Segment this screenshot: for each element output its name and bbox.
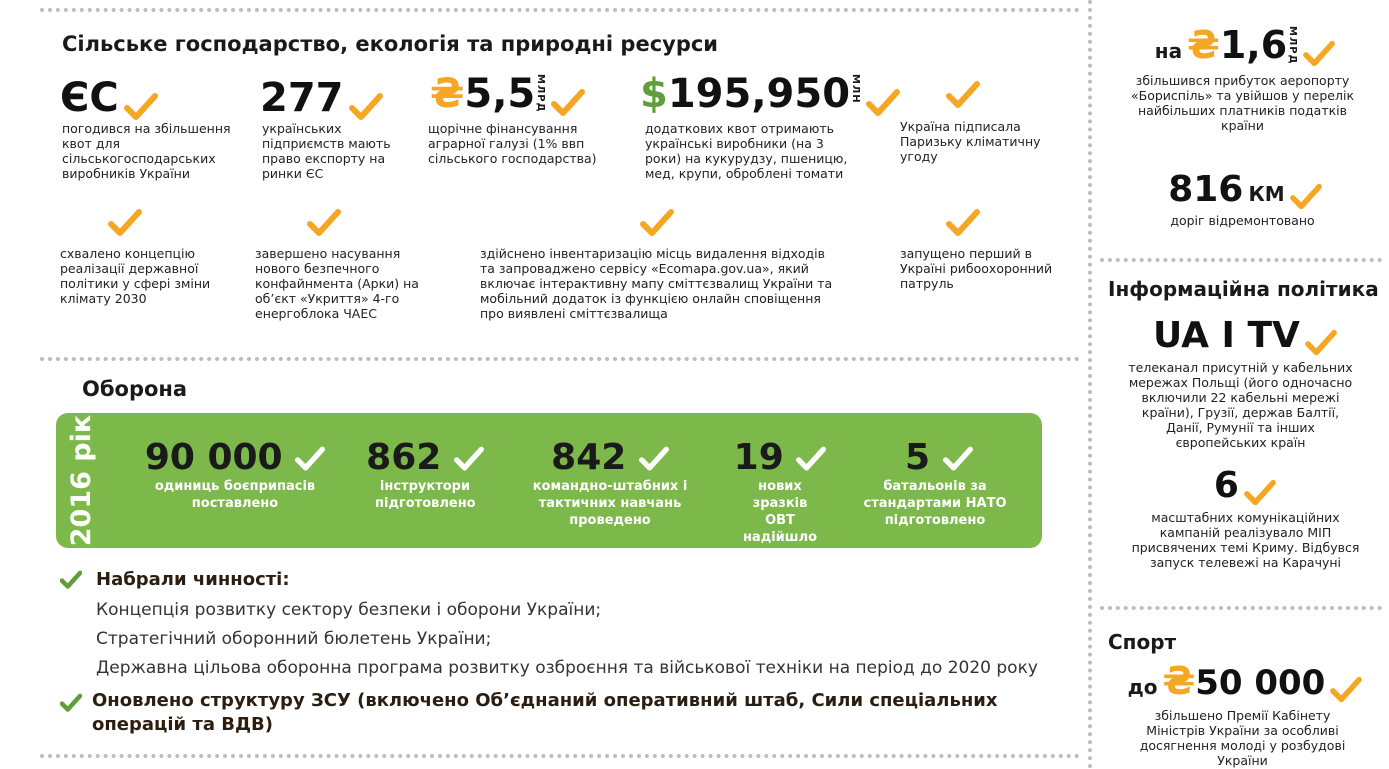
agri-item-desc: запущено перший в Україні рибоохоронний патруль bbox=[900, 246, 1053, 291]
check-icon bbox=[1303, 40, 1335, 68]
agri-stat-unit: МЛН bbox=[850, 74, 862, 104]
hryvnia-icon: ₴ bbox=[1187, 23, 1220, 67]
hryvnia-icon: ₴ bbox=[1162, 659, 1196, 703]
agri-stat-desc: українських підприємств мають право експорту на ринки ЄС bbox=[262, 121, 391, 181]
defense-stat bbox=[860, 437, 1010, 529]
defense-stat-value: 5 bbox=[905, 437, 931, 478]
agri-stat-desc: додаткових квот отримають українські виробники (на 3 роки) на кукурудзу, пшеницю, мед, крупи, оброблені томати bbox=[645, 121, 848, 181]
check-icon bbox=[946, 208, 980, 238]
defense-stat-label: інструктори підготовлено bbox=[375, 479, 476, 511]
airport-unit: МЛРД bbox=[1287, 26, 1299, 65]
check-icon bbox=[1305, 329, 1337, 357]
check-icon bbox=[946, 80, 980, 110]
check-icon bbox=[60, 693, 82, 713]
check-icon bbox=[639, 445, 669, 473]
column-divider bbox=[1088, 0, 1092, 769]
agri-stat-desc: Україна підписала Паризьку кліматичну угоду bbox=[900, 119, 1041, 164]
check-icon bbox=[1330, 676, 1362, 704]
section-divider bbox=[40, 357, 1080, 361]
defense-stat-value: 862 bbox=[366, 437, 442, 478]
check-icon bbox=[454, 445, 484, 473]
defense-stat-label: батальонів за стандартами НАТО підготовлено bbox=[863, 479, 1007, 528]
check-icon bbox=[108, 208, 142, 238]
entered-force-title: Набрали чинності: bbox=[96, 569, 290, 590]
uatv-desc: телеканал присутній у кабельних мережах Польщі (його одночасно включили 22 кабельні мережі країни), Грузії, держав Балтії, Данії, Румунії та інших європейських країн bbox=[1128, 360, 1353, 450]
sport-value: 50 000 bbox=[1195, 663, 1326, 703]
agri-stat-funding bbox=[430, 71, 585, 118]
check-icon bbox=[866, 88, 900, 118]
agri-title: Сільське господарство, екологія та природні ресурси bbox=[62, 32, 719, 56]
check-icon bbox=[349, 92, 383, 122]
defense-stat bbox=[140, 437, 330, 512]
agri-stat-desc: погодився на збільшення квот для сільськогосподарських виробників України bbox=[62, 121, 231, 181]
top-divider bbox=[40, 8, 1080, 12]
roads-value: 816 bbox=[1168, 169, 1244, 210]
entered-force-item: Стратегічний оборонний бюлетень України; bbox=[96, 629, 492, 649]
check-icon bbox=[640, 208, 674, 238]
uatv-stat bbox=[1100, 315, 1389, 357]
right-divider-2 bbox=[1100, 606, 1382, 610]
zsu-updated: Оновлено структуру ЗСУ (включено Об’єднаний оперативний штаб, Сили спеціальних операцій та ВДВ) bbox=[92, 690, 998, 735]
airport-value: 1,6 bbox=[1219, 23, 1288, 67]
agri-stat-value: 195,950 bbox=[667, 71, 851, 117]
hryvnia-icon: ₴ bbox=[430, 71, 465, 117]
roads-unit: КМ bbox=[1248, 182, 1285, 206]
dollar-icon: $ bbox=[640, 71, 668, 117]
defense-stat bbox=[530, 437, 690, 529]
defense-stat-value: 19 bbox=[733, 437, 784, 478]
defense-stat-label: командно-штабних і тактичних навчань проведено bbox=[532, 479, 688, 528]
check-icon bbox=[796, 445, 826, 473]
sport-title: Спорт bbox=[1108, 630, 1177, 654]
check-icon bbox=[124, 92, 158, 122]
agri-item-desc: завершено насування нового безпечного конфайнмента (Арки) на об’єкт «Укриття» 4-го енергоблока ЧАЕС bbox=[255, 246, 419, 321]
agri-stat-quotas bbox=[640, 71, 900, 118]
agri-item-desc: здійснено інвентаризацію місць видалення відходів та запроваджено сервісу «Ecomapa.gov.ua», який включає інтерактивну мапу сміттєзвалищ України та мобільний додаток із функцією онлайн сповіщення про виявлені сміттєзвалища bbox=[480, 246, 833, 321]
check-icon bbox=[295, 445, 325, 473]
check-icon bbox=[1244, 479, 1276, 507]
airport-desc: збільшився прибуток аеропорту «Бориспіль» та увійшов у перелік найбільших платників податків країни bbox=[1131, 73, 1354, 133]
defense-title: Оборона bbox=[82, 377, 188, 401]
entered-force-item: Державна цільова оборонна програма розвитку озброєння та військової техніки на період до 2020 року bbox=[96, 658, 1038, 678]
sport-stat bbox=[1100, 659, 1389, 704]
bottom-divider bbox=[40, 754, 1080, 758]
check-icon bbox=[943, 445, 973, 473]
defense-stat-label: нових зразків ОВТ надійшло bbox=[742, 479, 818, 545]
airport-prefix: на bbox=[1154, 39, 1183, 63]
info-policy-title: Інформаційна політика bbox=[1108, 277, 1379, 301]
agri-stat-value: 277 bbox=[260, 75, 344, 121]
agri-stat-desc: щорічне фінансування аграрної галузі (1% ввп сільського господарства) bbox=[428, 121, 597, 166]
defense-stat-label: одиниць боєприпасів поставлено bbox=[154, 479, 316, 511]
right-divider-1 bbox=[1100, 258, 1382, 262]
defense-stat bbox=[730, 437, 830, 546]
agri-stat-eu bbox=[60, 75, 158, 122]
uatv-value: UA I TV bbox=[1153, 315, 1300, 356]
defense-stat bbox=[360, 437, 490, 512]
check-icon bbox=[551, 88, 585, 118]
campaigns-value: 6 bbox=[1213, 465, 1239, 506]
agri-stat-value: ЄС bbox=[60, 75, 119, 121]
check-icon bbox=[60, 570, 82, 590]
agri-stat-value: 5,5 bbox=[464, 71, 536, 117]
campaigns-stat bbox=[1100, 465, 1389, 507]
sport-prefix: до bbox=[1127, 675, 1158, 699]
campaigns-desc: масштабних комунікаційних кампаній реалізувало МІП присвячених темі Криму. Відбувся запуск телевежі на Карачуні bbox=[1131, 510, 1360, 570]
roads-stat bbox=[1100, 169, 1389, 211]
agri-stat-unit: МЛРД bbox=[535, 74, 547, 113]
agri-item-desc: схвалено концепцію реалізації державної політики у сфері зміни клімату 2030 bbox=[60, 246, 211, 306]
check-icon bbox=[1290, 183, 1322, 211]
defense-year: 2016 рік bbox=[66, 414, 98, 546]
airport-stat bbox=[1100, 23, 1389, 68]
roads-desc: доріг відремонтовано bbox=[1170, 213, 1315, 228]
agri-stat-277 bbox=[260, 75, 383, 122]
defense-stat-value: 842 bbox=[551, 437, 627, 478]
defense-stat-value: 90 000 bbox=[144, 437, 283, 478]
entered-force-item: Концепція розвитку сектору безпеки і оборони України; bbox=[96, 600, 602, 620]
sport-desc: збільшено Премії Кабінету Міністрів України за особливі досягнення молоді у розбудові України bbox=[1139, 708, 1346, 768]
check-icon bbox=[307, 208, 341, 238]
